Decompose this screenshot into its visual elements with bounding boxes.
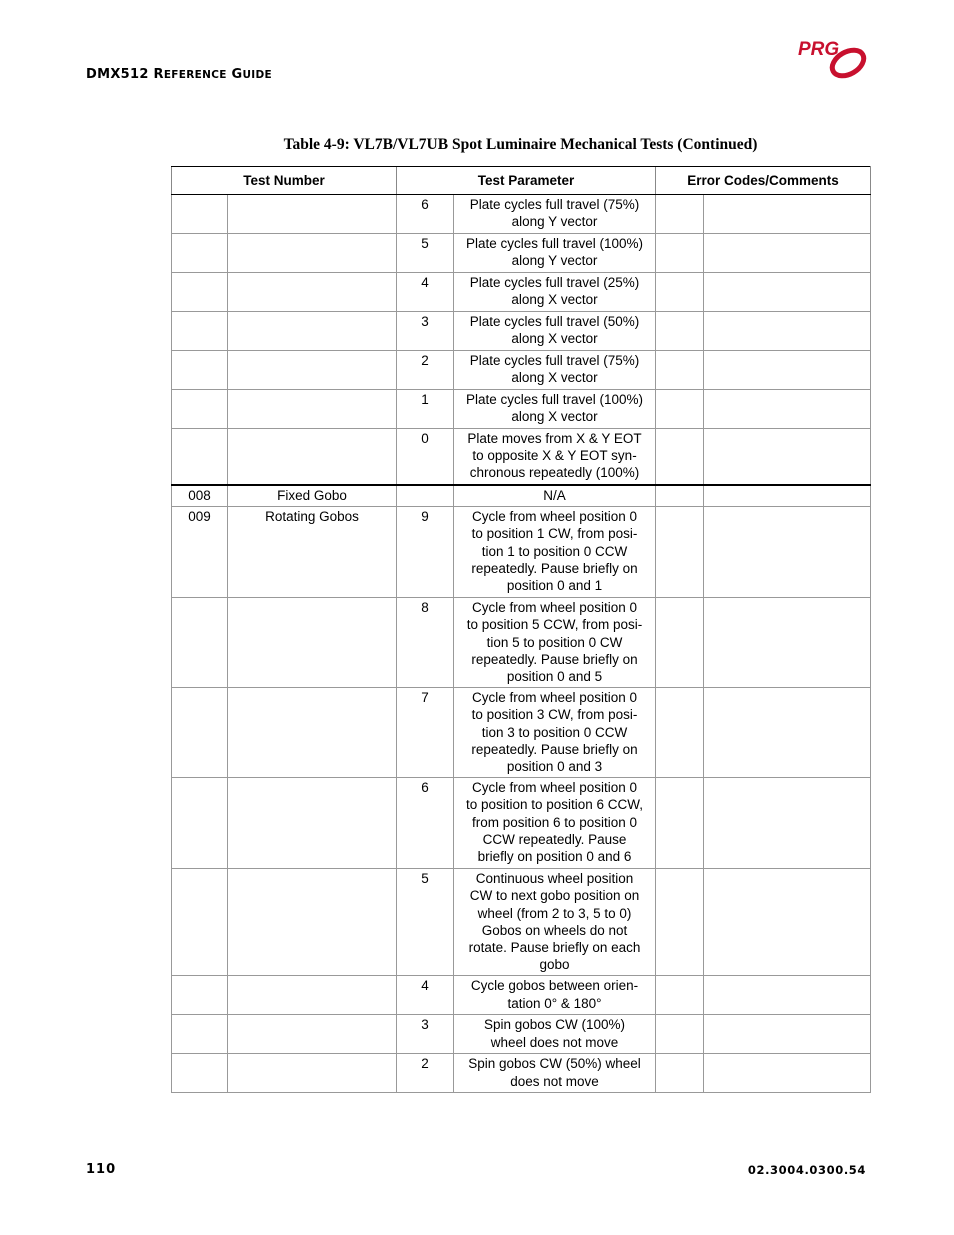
header-error-codes: Error Codes/Comments — [656, 167, 871, 195]
test-number-cell — [172, 312, 228, 351]
test-name-cell — [228, 869, 397, 976]
table-row — [172, 273, 871, 312]
parameter-cell: Plate cycles full travel (75%) along Y vector — [454, 195, 656, 234]
error-code-cell — [656, 234, 704, 273]
comment-cell — [704, 869, 871, 976]
logo-text: PRG — [798, 39, 840, 60]
table-row — [172, 485, 871, 507]
comment-cell — [704, 429, 871, 485]
comment-cell — [704, 778, 871, 869]
comment-cell — [704, 1015, 871, 1054]
header-test-parameter: Test Parameter — [397, 167, 656, 195]
test-name-cell — [228, 429, 397, 485]
sub-test-cell: 5 — [397, 869, 454, 976]
comment-cell — [704, 976, 871, 1015]
error-code-cell — [656, 351, 704, 390]
table-row — [172, 195, 871, 234]
error-code-cell — [656, 429, 704, 485]
comment-cell — [704, 598, 871, 688]
error-code-cell — [656, 195, 704, 234]
test-number-cell — [172, 688, 228, 778]
test-number-cell — [172, 869, 228, 976]
sub-test-cell — [397, 485, 454, 507]
document-number: 02.3004.0300.54 — [747, 1163, 866, 1177]
table-row — [172, 688, 871, 778]
comment-cell — [704, 273, 871, 312]
parameter-cell: Plate cycles full travel (50%) along X vector — [454, 312, 656, 351]
sub-test-cell: 2 — [397, 351, 454, 390]
comment-cell — [704, 234, 871, 273]
parameter-cell: Plate cycles full travel (75%) along X vector — [454, 351, 656, 390]
error-code-cell — [656, 976, 704, 1015]
sub-test-cell: 8 — [397, 598, 454, 688]
error-code-cell — [656, 312, 704, 351]
test-name-cell: Rotating Gobos — [228, 507, 397, 598]
table-row — [172, 869, 871, 976]
table-header-row — [172, 167, 871, 195]
guide-title-g: G — [226, 67, 243, 82]
sub-test-cell: 4 — [397, 273, 454, 312]
comment-cell — [704, 485, 871, 507]
table-row — [172, 1054, 871, 1093]
error-code-cell — [656, 1015, 704, 1054]
error-code-cell — [656, 485, 704, 507]
guide-title-smallcaps-1: EFERENCE — [163, 69, 227, 81]
sub-test-cell: 5 — [397, 234, 454, 273]
test-number-cell — [172, 195, 228, 234]
parameter-cell: Cycle from wheel position 0 to position 1 CW, from posi- tion 1 to position 0 CCW repeatedly. Pause briefly on position 0 and 1 — [454, 507, 656, 598]
comment-cell — [704, 312, 871, 351]
sub-test-cell: 0 — [397, 429, 454, 485]
error-code-cell — [656, 507, 704, 598]
test-number-cell: 009 — [172, 507, 228, 598]
prg-logo — [796, 36, 872, 82]
test-number-cell — [172, 390, 228, 429]
error-code-cell — [656, 273, 704, 312]
error-code-cell — [656, 778, 704, 869]
test-number-cell — [172, 598, 228, 688]
test-name-cell — [228, 778, 397, 869]
sub-test-cell: 3 — [397, 1015, 454, 1054]
table-row — [172, 429, 871, 485]
sub-test-cell: 7 — [397, 688, 454, 778]
parameter-cell: Cycle from wheel position 0 to position 5 CCW, from posi- tion 5 to position 0 CW repeatedly. Pause briefly on position 0 and 5 — [454, 598, 656, 688]
table-row — [172, 390, 871, 429]
sub-test-cell: 9 — [397, 507, 454, 598]
table-row — [172, 1015, 871, 1054]
table-row — [172, 778, 871, 869]
table-caption: Table 4-9: VL7B/VL7UB Spot Luminaire Mechanical Tests (Continued) — [283, 136, 758, 153]
test-name-cell — [228, 1054, 397, 1093]
test-name-cell — [228, 598, 397, 688]
comment-cell — [704, 390, 871, 429]
mechanical-tests-table — [171, 166, 871, 1093]
table-row — [172, 976, 871, 1015]
table-body — [172, 195, 871, 1093]
test-name-cell — [228, 312, 397, 351]
page-number: 110 — [86, 1162, 117, 1177]
parameter-cell: Continuous wheel position CW to next gobo position on wheel (from 2 to 3, 5 to 0) Gobos on wheels do not rotate. Pause briefly on each gobo — [454, 869, 656, 976]
sub-test-cell: 2 — [397, 1054, 454, 1093]
test-number-cell — [172, 273, 228, 312]
sub-test-cell: 1 — [397, 390, 454, 429]
error-code-cell — [656, 869, 704, 976]
guide-title-smallcaps-2: UIDE — [242, 69, 272, 81]
test-number-cell: 008 — [172, 485, 228, 507]
sub-test-cell: 4 — [397, 976, 454, 1015]
error-code-cell — [656, 598, 704, 688]
parameter-cell: Cycle from wheel position 0 to position 3 CW, from posi- tion 3 to position 0 CCW repeatedly. Pause briefly on position 0 and 3 — [454, 688, 656, 778]
table-row — [172, 507, 871, 598]
comment-cell — [704, 507, 871, 598]
parameter-cell: Cycle gobos between orien- tation 0° & 180° — [454, 976, 656, 1015]
parameter-cell: Plate cycles full travel (25%) along X vector — [454, 273, 656, 312]
test-number-cell — [172, 976, 228, 1015]
parameter-cell: Plate moves from X & Y EOT to opposite X & Y EOT syn- chronous repeatedly (100%) — [454, 429, 656, 485]
test-number-cell — [172, 778, 228, 869]
table-row — [172, 234, 871, 273]
error-code-cell — [656, 390, 704, 429]
test-number-cell — [172, 1015, 228, 1054]
test-name-cell — [228, 351, 397, 390]
test-name-cell — [228, 688, 397, 778]
test-number-cell — [172, 1054, 228, 1093]
parameter-cell: Plate cycles full travel (100%) along X vector — [454, 390, 656, 429]
sub-test-cell: 3 — [397, 312, 454, 351]
guide-title — [86, 67, 272, 82]
guide-title-main: DMX512 R — [86, 67, 164, 82]
test-name-cell — [228, 1015, 397, 1054]
test-number-cell — [172, 351, 228, 390]
parameter-cell: Spin gobos CW (50%) wheel does not move — [454, 1054, 656, 1093]
test-name-cell — [228, 234, 397, 273]
error-code-cell — [656, 1054, 704, 1093]
sub-test-cell: 6 — [397, 195, 454, 234]
test-name-cell — [228, 273, 397, 312]
parameter-cell: N/A — [454, 485, 656, 507]
parameter-cell: Plate cycles full travel (100%) along Y vector — [454, 234, 656, 273]
comment-cell — [704, 1054, 871, 1093]
parameter-cell: Spin gobos CW (100%) wheel does not move — [454, 1015, 656, 1054]
test-number-cell — [172, 429, 228, 485]
parameter-cell: Cycle from wheel position 0 to position to position 6 CCW, from position 6 to position 0 CCW repeatedly. Pause briefly on position 0 and 6 — [454, 778, 656, 869]
test-name-cell — [228, 390, 397, 429]
sub-test-cell: 6 — [397, 778, 454, 869]
error-code-cell — [656, 688, 704, 778]
test-number-cell — [172, 234, 228, 273]
comment-cell — [704, 688, 871, 778]
header-test-number: Test Number — [172, 167, 397, 195]
test-name-cell — [228, 195, 397, 234]
test-name-cell — [228, 976, 397, 1015]
table-row — [172, 351, 871, 390]
comment-cell — [704, 351, 871, 390]
test-name-cell: Fixed Gobo — [228, 485, 397, 507]
table-row — [172, 598, 871, 688]
comment-cell — [704, 195, 871, 234]
table-row — [172, 312, 871, 351]
